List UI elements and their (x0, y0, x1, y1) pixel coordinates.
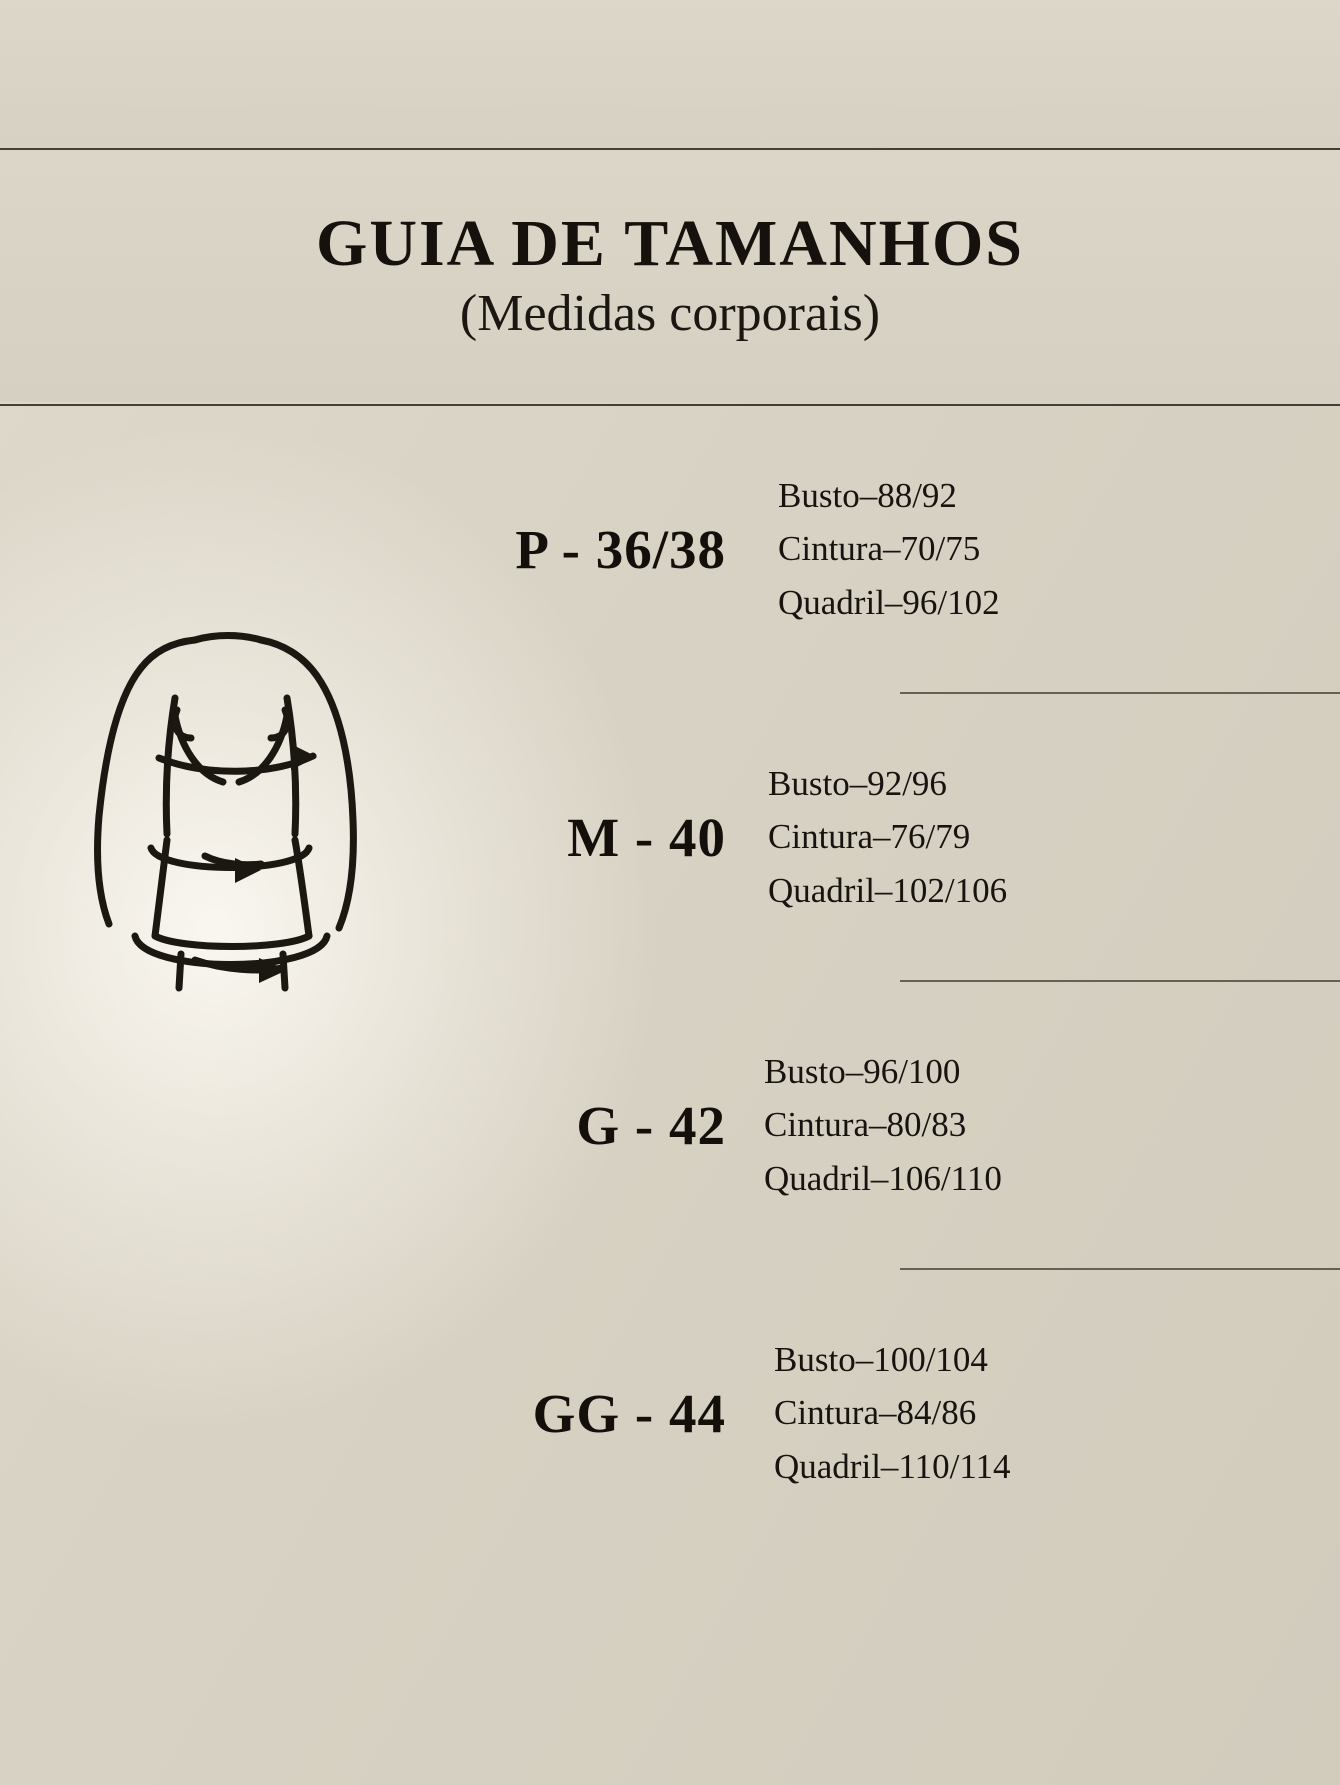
table-row (430, 694, 1340, 980)
page-title: GUIA DE TAMANHOS (316, 206, 1024, 280)
measure-bust: Busto–100/104 (774, 1340, 988, 1380)
size-measurements (760, 757, 1340, 917)
body-measurement-icon (55, 606, 405, 1056)
size-table (430, 406, 1340, 1785)
measure-bust: Busto–88/92 (778, 476, 957, 516)
measure-hip: Quadril–110/114 (774, 1446, 1011, 1486)
figure-column (0, 406, 430, 1785)
row-divider (900, 980, 1340, 982)
measure-hip: Quadril–106/110 (764, 1158, 1002, 1198)
measure-waist: Cintura–76/79 (768, 817, 971, 857)
size-label: GG - 44 (532, 1382, 726, 1444)
table-row (430, 406, 1340, 692)
measure-waist: Cintura–84/86 (774, 1393, 977, 1433)
size-label: G - 42 (576, 1094, 726, 1156)
table-row (430, 982, 1340, 1268)
size-measurements (760, 469, 1340, 629)
measure-waist: Cintura–70/75 (778, 529, 981, 569)
size-measurements (760, 1333, 1340, 1493)
row-divider (900, 692, 1340, 694)
page-subtitle: (Medidas corporais) (459, 285, 881, 343)
row-divider (900, 1268, 1340, 1270)
table-row (430, 1270, 1340, 1556)
size-label: M - 40 (567, 806, 726, 868)
measure-waist: Cintura–80/83 (764, 1105, 967, 1145)
header (0, 150, 1340, 402)
top-band (0, 0, 1340, 148)
measure-bust: Busto–92/96 (768, 764, 947, 804)
measure-hip: Quadril–96/102 (778, 582, 1000, 622)
size-measurements (760, 1045, 1340, 1205)
content-area (0, 406, 1340, 1785)
measure-bust: Busto–96/100 (764, 1052, 961, 1092)
measure-hip: Quadril–102/106 (768, 870, 1008, 910)
size-label: P - 36/38 (515, 518, 726, 580)
